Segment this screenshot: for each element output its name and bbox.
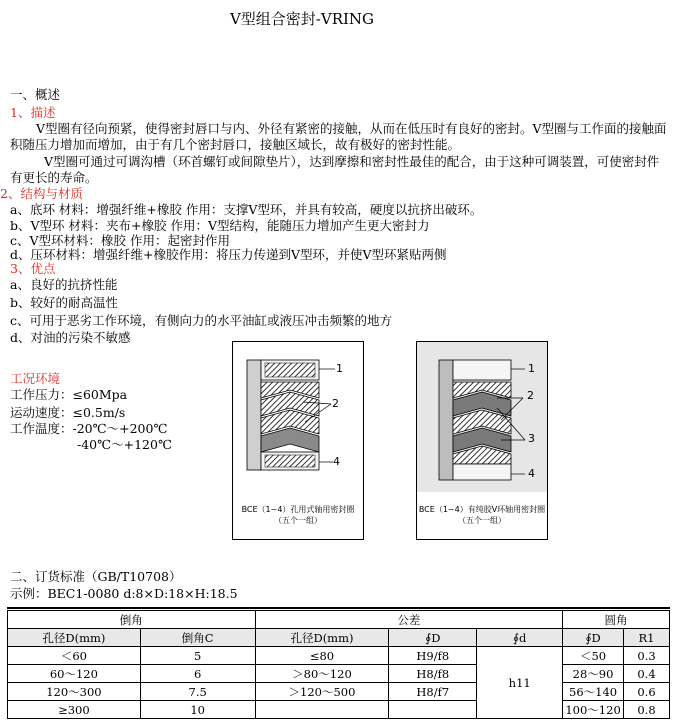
figure-1-caption-line-2: （五个一组）: [274, 516, 322, 525]
figure-seal-1: [232, 341, 364, 540]
structure-item-b: b、V型环 材料：夹布+橡胶 作用：V型结构，能随压力增加产生更大密封力: [10, 218, 430, 233]
table-cell: [255, 701, 389, 719]
description-paragraph-1: V型圈有径向预紧，使得密封唇口与内、外径有紧密的接触，从而在低压时有良好的密封。V型圈与工作面的接触面积随压力增加而增加，由于有几个密封唇口，接触区域长，故有极好的密封性能。: [10, 121, 667, 152]
structure-item-a: a、底环 材料：增强纤维+橡胶 作用：支撑V型环，并具有较高，硬度以抗挤出破环。: [10, 202, 483, 217]
column-header: ∮d: [477, 629, 563, 647]
structure-item-d: d、压环材料：增强纤维+橡胶作用：将压力传递到V型环，并使V型环紧贴两侧: [10, 247, 447, 262]
heading-structure: 2、结构与材质: [0, 186, 83, 201]
advantage-item-a: a、良好的抗挤性能: [10, 277, 118, 292]
figure-1-label-2: 2: [332, 397, 339, 410]
table-row: [8, 683, 670, 701]
figure-1-label-4: 4: [333, 455, 340, 468]
heading-advantages: 3、优点: [10, 261, 56, 276]
table-cell: 100～120: [563, 701, 624, 719]
table-cell: ＞120～500: [255, 683, 389, 701]
table-cell: 5: [140, 647, 255, 665]
figure-2-label-3: 3: [528, 432, 535, 445]
spec-table: [7, 610, 670, 719]
condition-speed: 运动速度：≤0.5m/s: [10, 405, 126, 420]
table-cell: ＞80～120: [255, 665, 389, 683]
advantage-item-b: b、较好的耐高温性: [10, 295, 119, 310]
table-cell: H9/f8: [389, 647, 477, 665]
table-top-rule: [7, 607, 670, 609]
table-cell: 7.5: [140, 683, 255, 701]
table-cell: 0.3: [624, 647, 670, 665]
structure-item-c: c、V型环材料：橡胶 作用：起密封作用: [10, 233, 231, 248]
table-cell: ≤80: [255, 647, 389, 665]
column-header: ∮D: [389, 629, 477, 647]
table-cell: [389, 701, 477, 719]
table-cell: 10: [140, 701, 255, 719]
column-header: 倒角C: [140, 629, 255, 647]
figure-1-caption-line-1: BCE（1~4）孔用式轴用密封圈: [241, 505, 355, 514]
advantage-item-c: c、可用于恶劣工作环境，有侧向力的水平油缸或液压冲击频繁的地方: [10, 313, 393, 328]
advantage-item-d: d、对油的污染不敏感: [10, 330, 131, 345]
table-cell: 0.6: [624, 683, 670, 701]
figure-1-label-1: 1: [336, 362, 343, 375]
figure-2-label-1: 1: [528, 362, 535, 375]
heading-conditions: 工况环境: [10, 371, 61, 386]
table-cell-merged-d-tolerance: h11: [477, 647, 563, 719]
page-title: V型组合密封-VRING: [229, 10, 375, 28]
order-example: 示例：BEC1-0080 d:8×D:18×H:18.5: [10, 586, 238, 601]
section-heading-order-standard: 二、订货标准（GB/T10708）: [10, 569, 182, 584]
section-heading-overview: 一、概述: [10, 87, 61, 102]
table-cell: 56～140: [563, 683, 624, 701]
group-header-chamfer: 倒角: [8, 611, 256, 629]
group-header-tolerance: 公差: [255, 611, 563, 629]
table-cell: ≥300: [8, 701, 141, 719]
table-group-header-row: [8, 611, 670, 629]
table-cell: H8/f7: [389, 683, 477, 701]
figure-2-label-4: 4: [528, 467, 535, 480]
table-cell: ＜50: [563, 647, 624, 665]
column-header: 孔径D(mm): [8, 629, 141, 647]
table-cell: 6: [140, 665, 255, 683]
column-header: R1: [624, 629, 670, 647]
table-column-header-row: [8, 629, 670, 647]
figure-2-caption-line-1: BCE（1~4）有纯胶V环轴用密封圈: [418, 505, 546, 514]
condition-temp-2: -40℃～+120℃: [77, 437, 172, 452]
table-cell: 60～120: [8, 665, 141, 683]
condition-temp-1: 工作温度：-20℃～+200℃: [10, 421, 168, 436]
table-cell: H8/f8: [389, 665, 477, 683]
figure-2-label-2: 2: [527, 389, 534, 402]
table-cell: 0.8: [624, 701, 670, 719]
figure-2-caption-line-2: （五个一组）: [458, 516, 506, 525]
table-cell: ＜60: [8, 647, 141, 665]
description-paragraph-2: V型圈可通过可调沟槽（环首螺钉或间隙垫片），达到摩擦和密封性最佳的配合，由于这种可调装置，可使密封件有更长的寿命。: [10, 154, 660, 185]
condition-pressure: 工作压力：≤60Mpa: [10, 387, 128, 402]
column-header: 孔径D(mm): [255, 629, 389, 647]
table-cell: 0.4: [624, 665, 670, 683]
table-row: [8, 701, 670, 719]
table-row: [8, 665, 670, 683]
table-cell: 120～300: [8, 683, 141, 701]
figure-seal-2: [416, 341, 548, 540]
group-header-fillet: 圆角: [563, 611, 670, 629]
table-row: [8, 647, 670, 665]
column-header: ∮D: [563, 629, 624, 647]
table-cell: 28～90: [563, 665, 624, 683]
heading-description: 1、描述: [10, 105, 56, 120]
